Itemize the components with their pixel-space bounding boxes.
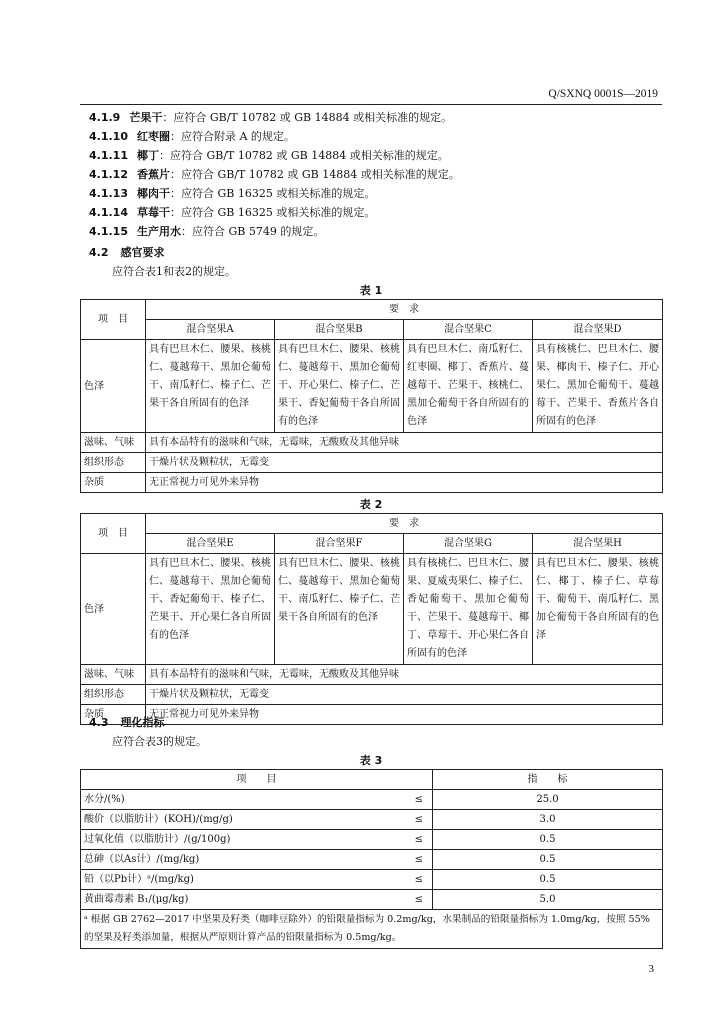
operator: ≤ — [414, 834, 423, 845]
clause-number: 4.1.13 — [89, 187, 128, 200]
indicator-value: 25.0 — [433, 790, 663, 810]
indicator-row — [81, 830, 433, 850]
indicator-row — [81, 870, 433, 890]
clause-text: ：应符合 GB/T 10782 或 GB 14884 或相关标准的规定。 — [158, 149, 449, 162]
row-value: 干燥片状及颗粒状，无霉变 — [146, 685, 663, 705]
clause-4-1-12 — [89, 168, 460, 182]
operator: ≤ — [414, 854, 423, 865]
operator: ≤ — [414, 874, 423, 885]
row-value: 具有本品特有的滋味和气味，无霉味，无酸败及其他异味 — [146, 433, 663, 453]
clause-4-1-9 — [89, 111, 452, 125]
indicator-row — [81, 790, 433, 810]
clause-number: 4.1.15 — [89, 225, 128, 238]
indicator-name: 黄曲霉毒素 B₁/(μg/kg) — [84, 894, 189, 905]
column-header: 混合坚果H — [533, 534, 663, 554]
column-header: 混合坚果F — [275, 534, 404, 554]
indicator-value: 0.5 — [433, 870, 663, 890]
section-4-2-heading: 4.2 感官要求 — [89, 246, 165, 259]
clause-4-1-11 — [89, 149, 449, 163]
clause-text: ：应符合 GB/T 10782 或 GB 14884 或相关标准的规定。 — [169, 168, 460, 181]
indicator-row — [81, 890, 433, 910]
indicator-value: 3.0 — [433, 810, 663, 830]
clause-text: ：应符合 GB 16325 或相关标准的规定。 — [169, 206, 376, 219]
column-header: 混合坚果C — [404, 320, 533, 340]
clause-title: 椰肉干 — [136, 187, 170, 200]
clause-4-1-14 — [89, 206, 375, 220]
clause-number: 4.1.11 — [89, 149, 128, 162]
color-cell: 具有巴旦木仁、南瓜籽仁、红枣圈、椰丁、香蕉片、蔓越莓干、芒果干、核桃仁、黑加仑葡萄干各自所固有的色泽 — [404, 340, 533, 433]
operator: ≤ — [414, 894, 423, 905]
column-header: 混合坚果B — [275, 320, 404, 340]
item-header: 项 目 — [81, 514, 146, 554]
indicator-name: 铅（以Pb计）ᵃ/(mg/kg) — [84, 874, 194, 885]
section-4-3-heading: 4.3 理化指标 — [89, 716, 165, 729]
row-label: 组织形态 — [81, 453, 146, 473]
clause-number: 4.1.9 — [89, 111, 121, 124]
column-header: 混合坚果E — [146, 534, 275, 554]
clause-number: 4.1.12 — [89, 168, 128, 181]
row-label: 滋味、气味 — [81, 433, 146, 453]
table3 — [80, 769, 663, 949]
indicator-value: 5.0 — [433, 890, 663, 910]
color-cell: 具有巴旦木仁、腰果、核桃仁、蔓越莓干、黑加仑葡萄干、南瓜籽仁、榛子仁、芒果干各自所固有的色泽 — [275, 554, 404, 665]
item-header: 项 目 — [81, 300, 146, 340]
requirement-header: 要 求 — [146, 300, 663, 320]
clause-title: 生产用水 — [136, 225, 181, 238]
table-footnote: ᵃ 根据 GB 2762—2017 中坚果及籽类（咖啡豆除外）的铅限量指标为 0.2mg/kg，水果制品的铅限量指标为 1.0mg/kg，按照 55%的坚果及籽类添加量，根据从严原则计算产品的铅限量指标为 0.5mg/kg。 — [81, 910, 663, 949]
clause-text: ：应符合 GB/T 10782 或 GB 14884 或相关标准的规定。 — [162, 111, 453, 124]
row-label: 色泽 — [81, 554, 146, 665]
section-4-2-text: 应符合表1和表2的规定。 — [112, 265, 236, 278]
standard-code: Q/SXNQ 0001S—2019 — [548, 88, 658, 100]
color-cell: 具有核桃仁、巴旦木仁、腰果、夏威夷果仁、榛子仁、香妃葡萄干、黑加仑葡萄干、芒果干、蔓越莓干、椰丁、草莓干、开心果仁各自所固有的色泽 — [404, 554, 533, 665]
value-header: 指 标 — [433, 770, 663, 790]
column-header: 混合坚果G — [404, 534, 533, 554]
clause-text: ：应符合附录 A 的规定。 — [169, 130, 295, 143]
indicator-name: 酸价（以脂肪计）(KOH)/(mg/g) — [84, 814, 233, 825]
clause-title: 草莓干 — [136, 206, 170, 219]
clause-title: 红枣圈 — [136, 130, 170, 143]
row-label: 杂质 — [81, 705, 146, 725]
column-header: 混合坚果D — [533, 320, 663, 340]
color-cell: 具有核桃仁、巴旦木仁、腰果、椰肉干、榛子仁、开心果仁、黑加仑葡萄干、蔓越莓干、芒果干、香蕉片各自所固有的色泽 — [533, 340, 663, 433]
row-label: 色泽 — [81, 340, 146, 433]
indicator-value: 0.5 — [433, 830, 663, 850]
table1-caption: 表 1 — [359, 284, 383, 297]
indicator-row — [81, 810, 433, 830]
row-value: 无正常视力可见外来异物 — [146, 473, 663, 493]
row-value: 无正常视力可见外来异物 — [146, 705, 663, 725]
table3-caption: 表 3 — [359, 754, 383, 767]
indicator-name: 总砷（以As计）/(mg/kg) — [84, 854, 200, 865]
indicator-name: 水分/(%) — [84, 794, 125, 805]
clause-number: 4.1.14 — [89, 206, 128, 219]
indicator-value: 0.5 — [433, 850, 663, 870]
row-value: 干燥片状及颗粒状，无霉变 — [146, 453, 663, 473]
operator: ≤ — [414, 814, 423, 825]
color-cell: 具有巴旦木仁、腰果、核桃仁、椰丁、榛子仁、草莓干、葡萄干、南瓜籽仁、黑加仑葡萄干各自所固有的色泽 — [533, 554, 663, 665]
row-label: 杂质 — [81, 473, 146, 493]
color-cell: 具有巴旦木仁、腰果、核桃仁、蔓越莓干、黑加仑葡萄干、香妃葡萄干、榛子仁、芒果干、开心果仁各自所固有的色泽 — [146, 554, 275, 665]
item-header: 项 目 — [81, 770, 433, 790]
clause-title: 香蕉片 — [136, 168, 170, 181]
page-number: 3 — [648, 963, 654, 975]
operator: ≤ — [414, 794, 423, 805]
clause-title: 芒果干 — [129, 111, 163, 124]
row-label: 组织形态 — [81, 685, 146, 705]
clause-4-1-10 — [89, 130, 295, 144]
clause-text: ：应符合 GB 16325 或相关标准的规定。 — [169, 187, 376, 200]
clause-text: ：应符合 GB 5749 的规定。 — [180, 225, 325, 238]
clause-number: 4.1.10 — [89, 130, 128, 143]
color-cell: 具有巴旦木仁、腰果、核桃仁、蔓越莓干、黑加仑葡萄干、开心果仁、榛子仁、芒果干、香妃葡萄干各自所固有的色泽 — [275, 340, 404, 433]
indicator-name: 过氧化值（以脂肪计）/(g/100g) — [84, 834, 231, 845]
color-cell: 具有巴旦木仁、腰果、核桃仁、蔓越莓干、黑加仑葡萄干、南瓜籽仁、榛子仁、芒果干各自所固有的色泽 — [146, 340, 275, 433]
clause-title: 椰丁 — [136, 149, 159, 162]
clause-4-1-15 — [89, 225, 324, 239]
clause-4-1-13 — [89, 187, 375, 201]
column-header: 混合坚果A — [146, 320, 275, 340]
row-label: 滋味、气味 — [81, 665, 146, 685]
section-4-3-text: 应符合表3的规定。 — [112, 735, 207, 748]
indicator-row — [81, 850, 433, 870]
table2-caption: 表 2 — [359, 498, 383, 511]
table2 — [80, 513, 663, 725]
requirement-header: 要 求 — [146, 514, 663, 534]
header-rule — [80, 104, 662, 105]
row-value: 具有本品特有的滋味和气味，无霉味，无酸败及其他异味 — [146, 665, 663, 685]
table1 — [80, 299, 663, 493]
